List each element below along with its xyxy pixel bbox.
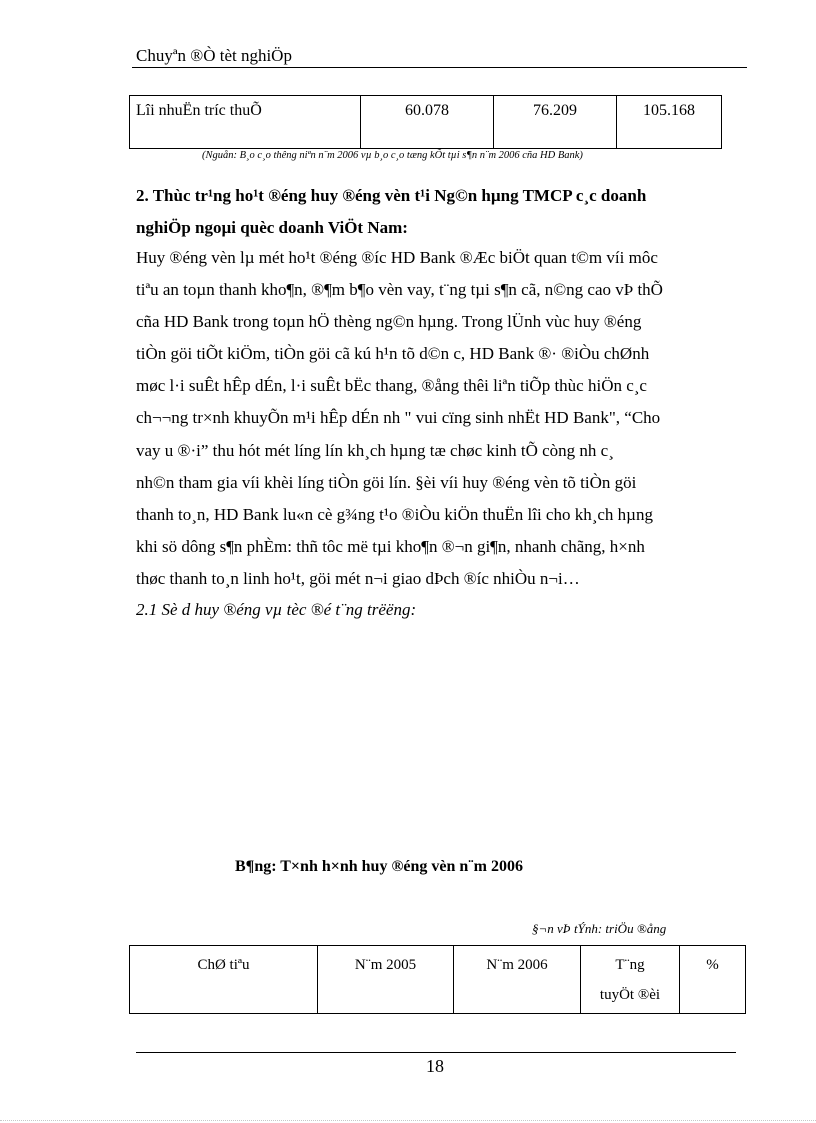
running-header: Chuyªn ®Ò tèt nghiÖp — [136, 46, 292, 65]
table-row — [130, 96, 722, 149]
header-rule — [132, 67, 747, 68]
value-2006: 76.209 — [494, 96, 617, 149]
text-line: møc l·i suÊt hÊp dÉn, l·i suÊt bËc thang, ®ång thêi liªn tiÕp thùc hiÖn c¸c — [136, 376, 647, 396]
text-line: vay u ®·i” thu hót mét líng lín kh¸ch hµng tæ chøc kinh tÕ còng nh c¸ — [136, 440, 614, 460]
table-header-row — [130, 946, 746, 1014]
table-title: B¶ng: T×nh h×nh huy ®éng vèn n¨m 2006 — [235, 858, 523, 875]
section-heading — [136, 180, 742, 244]
text-line: thøc thanh to¸n linh ho¹t, göi mét n¬i giao dÞch ®íc nhiÒu n¬i… — [136, 568, 580, 588]
value-2005: 60.078 — [361, 96, 494, 149]
funding-table — [129, 945, 746, 1014]
value-2007: 105.168 — [617, 96, 722, 149]
footer-rule — [136, 1052, 736, 1053]
text-line: ch¬¬ng tr×nh khuyÕn m¹i hÊp dÉn nh " vui cïng sinh nhËt HD Bank", “Cho — [136, 408, 661, 428]
text-line: khi sö dông s¶n phÈm: thñ tôc më tµi kho¶n ®¬n gi¶n, nhanh chãng, h×nh — [136, 536, 645, 556]
source-note: (Nguån: B¸o c¸o thêng niªn n¨m 2006 vµ b¸o c¸o tæng kÕt tµi s¶n n¨m 2006 cña HD Bank) — [202, 150, 583, 161]
header-year-2005: N¨m 2005 — [318, 946, 454, 1014]
text-line: nh©n tham gia víi khèi líng tiÒn göi lín. §èi víi huy ®éng vèn tõ tiÒn göi — [136, 472, 637, 492]
body-paragraph — [136, 242, 739, 595]
text-line: cña HD Bank trong toµn hÖ thèng ng©n hµng. Trong lÜnh vùc huy ®éng — [136, 312, 642, 332]
text-line: thanh to¸n, HD Bank lu«n cè g¾ng t¹o ®iÒu kiÖn thuËn lîi cho kh¸ch hµng — [136, 504, 653, 524]
heading-line: nghiÖp ngoµi quèc doanh ViÖt Nam: — [136, 218, 408, 237]
header-absolute-increase — [581, 946, 680, 1014]
unit-note: §¬n vÞ tÝnh: triÖu ®ång — [532, 921, 667, 936]
profit-table — [129, 95, 722, 149]
header-line: T¨ng — [615, 957, 645, 973]
header-indicator: ChØ tiªu — [130, 946, 318, 1014]
text-line: tiªu an toµn thanh kho¶n, ®¶m b¶o vèn vay, t¨ng tµi s¶n cã, n©ng cao vÞ thÕ — [136, 280, 663, 300]
header-year-2006: N¨m 2006 — [454, 946, 581, 1014]
text-line: Huy ®éng vèn lµ mét ho¹t ®éng ®íc HD Bank ®Æc biÖt quan t©m víi môc — [136, 248, 658, 267]
page-edge-divider — [0, 1120, 816, 1121]
heading-line: 2. Thùc tr¹ng ho¹t ®éng huy ®éng vèn t¹i Ng©n hµng TMCP c¸c doanh — [136, 186, 647, 205]
page-number: 18 — [426, 1056, 444, 1076]
subsection-heading: 2.1 Sè d huy ®éng vµ tèc ®é t¨ng trëëng: — [136, 600, 417, 619]
row-label: Lîi nhuËn tríc thuÕ — [130, 96, 361, 149]
header-line: tuyÖt ®èi — [599, 987, 661, 1003]
text-line: tiÒn göi tiÕt kiÖm, tiÒn göi cã kú h¹n tõ d©n c, HD Bank ®· ®iÒu chØnh — [136, 344, 650, 364]
header-percent: % — [680, 946, 746, 1014]
